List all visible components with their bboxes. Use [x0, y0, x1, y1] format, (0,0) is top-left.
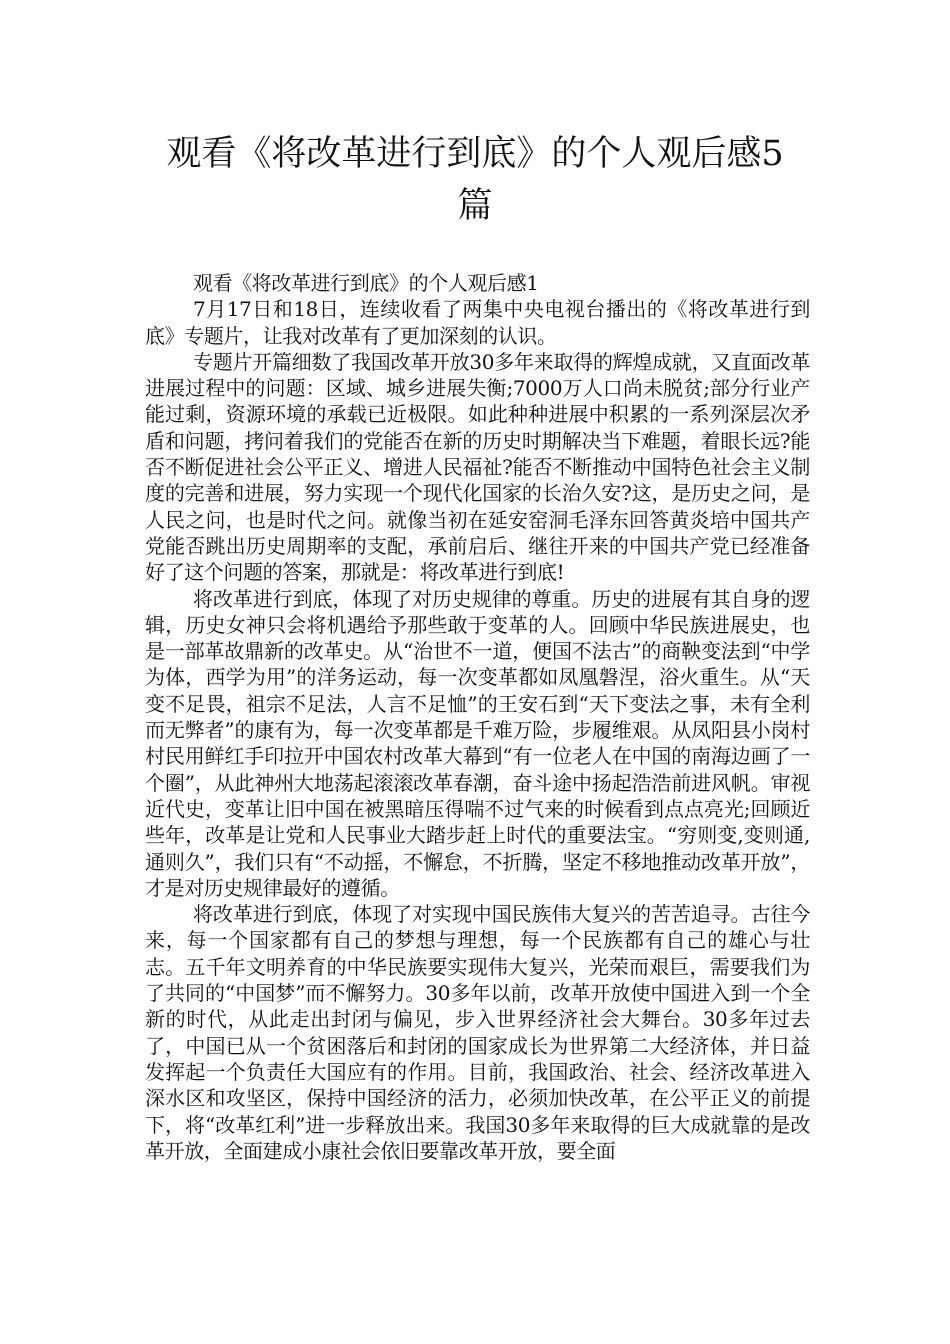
- paragraph: 专题片开篇细数了我国改革开放30多年来取得的辉煌成就，又直面改革进展过程中的问题：区域、城乡进展失衡;7000万人口尚未脱贫;部分行业产能过剩，资源环境的承载已近极限。如此种种进展中积累的一系列深层次矛盾和问题，拷问着我们的党能否在新的历史时期解决当下难题，着眼长远?能否不断促进社会公平正义、增进人民福祉?能否不断推动中国特色社会主义制度的完善和进展，努力实现一个现代化国家的长治久安?这，是历史之问，是人民之问，也是时代之问。就像当初在延安窑洞毛泽东回答黄炎培中国共产党能否跳出历史周期率的支配，承前启后、继往开来的中国共产党已经准备好了这个问题的答案，那就是：将改革进行到底!: [145, 349, 810, 585]
- paragraph: 将改革进行到底，体现了对历史规律的尊重。历史的进展有其自身的逻辑，历史女神只会将机遇给予那些敢于变革的人。回顾中华民族进展史，也是一部革故鼎新的改革史。从“治世不一道，便国不法古”的商鞅变法到“中学为体，西学为用”的洋务运动，每一次变革都如凤凰磐涅，浴火重生。从“天变不足畏，祖宗不足法，人言不足恤”的王安石到“天下变法之事，未有全利而无弊者”的康有为，每一次变革都是千难万险，步履维艰。从凤阳县小岗村村民用鲜红手印拉开中国农村改革大幕到“有一位老人在中国的南海边画了一个圈”，从此神州大地荡起滚滚改革春潮，奋斗途中扬起浩浩前进风帆。审视近代史，变革让旧中国在被黑暗压得喘不过气来的时候看到点点亮光;回顾近些年，改革是让党和人民事业大踏步赶上时代的重要法宝。“穷则变,变则通,通则久”，我们只有“不动摇，不懈怠，不折腾，坚定不移地推动改革开放”，才是对历史规律最好的遵循。: [145, 586, 810, 900]
- document-body: [145, 270, 810, 1164]
- paragraph: 7月17日和18日，连续收看了两集中央电视台播出的《将改革进行到底》专题片，让我对改革有了更加深刻的认识。: [145, 297, 810, 348]
- section-heading: 观看《将改革进行到底》的个人观后感1: [193, 271, 539, 295]
- document-title: 观看《将改革进行到底》的个人观后感5篇: [166, 134, 784, 226]
- paragraph: 将改革进行到底，体现了对实现中国民族伟大复兴的苦苦追寻。古往今来，每一个国家都有自己的梦想与理想，每一个民族都有自己的雄心与壮志。五千年文明养育的中华民族要实现伟大复兴，光荣而艰巨，需要我们为了共同的“中国梦”而不懈努力。30多年以前，改革开放使中国进入到一个全新的时代，从此走出封闭与偏见，步入世界经济社会大舞台。30多年过去了，中国已从一个贫困落后和封闭的国家成长为世界第二大经济体，并日益发挥起一个负责任大国应有的作用。目前，我国政治、社会、经济改革进入深水区和攻坚区，保持中国经济的活力，必须加快改革，在公平正义的前提下，将“改革红利”进一步释放出来。我国30多年来取得的巨大成就靠的是改革开放，全面建成小康社会依旧要靠改革开放，要全面: [145, 902, 810, 1163]
